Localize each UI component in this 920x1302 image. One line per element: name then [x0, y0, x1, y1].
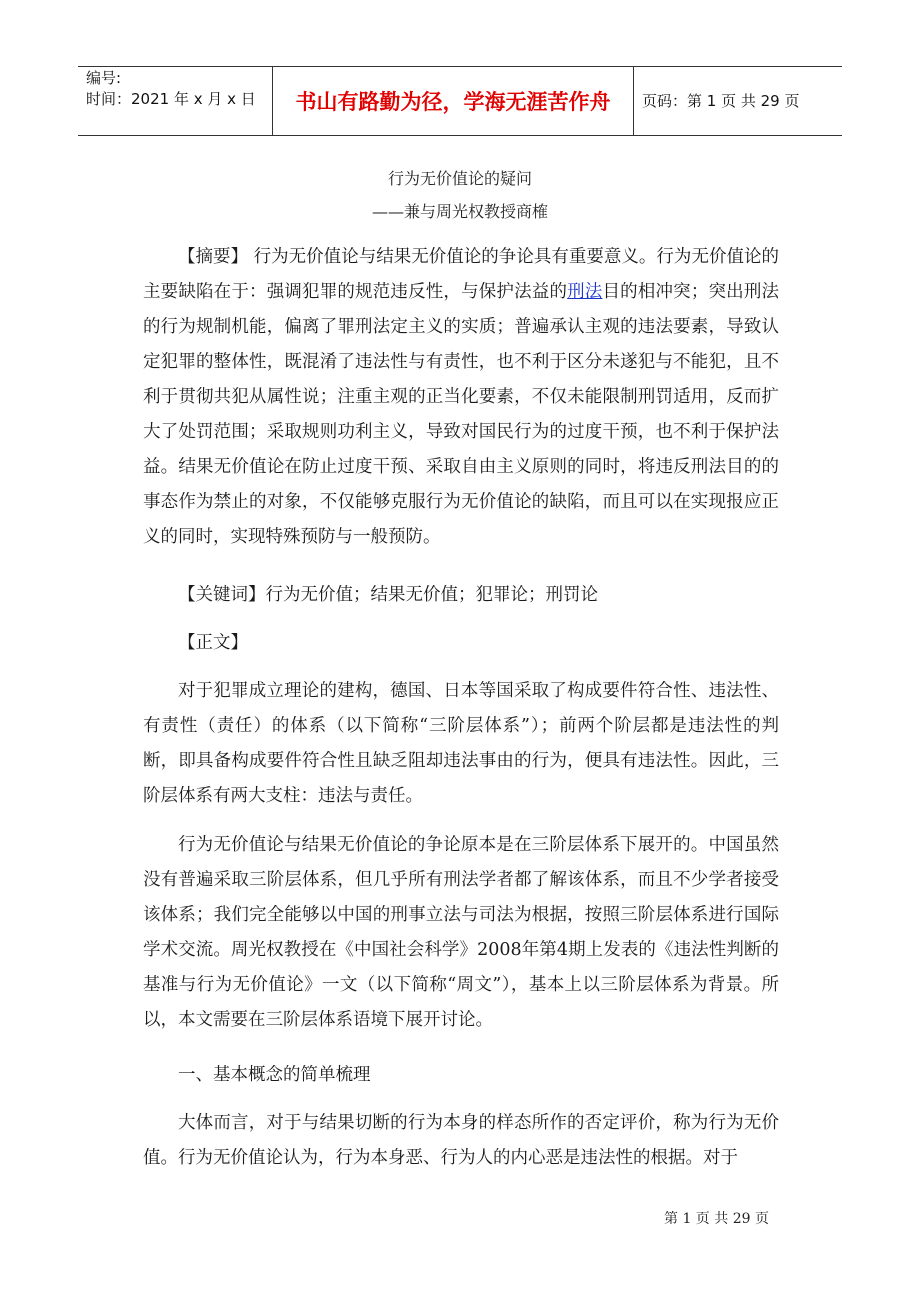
abstract-text-1: 【摘要】 行为无价值论与结果无价值论的争论具有重要意义。行为无价值论的主要缺陷在于：强调犯罪的规范违反性，与保护法益的 [143, 247, 779, 302]
header-page-label: 页码：第 1 页 共 29 页 [642, 92, 800, 110]
body-label: 【正文】 [178, 633, 248, 653]
header-motto: 书山有路勤为径，学海无涯苦作舟 [295, 89, 611, 114]
time-label: 时间：2021 年 x 月 x 日 [86, 90, 256, 108]
body-paragraph-1: 对于犯罪成立理论的建构，德国、日本等国采取了构成要件符合性、违法性、有责性（责任）的体系（以下简称“三阶层体系”）；前两个阶层都是违法性的判断，即具备构成要件符合性且缺乏阻却违法事由的行为，便具有违法性。因此，三阶层体系有两大支柱：违法与责任。 [143, 681, 779, 806]
document-subtitle: ——兼与周光权教授商榷 [371, 202, 548, 221]
abstract-text-2: 目的相冲突；突出刑法的行为规制机能，偏离了罪刑法定主义的实质；普遍承认主观的违法要素，导致认定犯罪的整体性，既混淆了违法性与有责性，也不利于区分未遂犯与不能犯，且不利于贯彻共犯从属性说；注重主观的正当化要素，不仅未能限制刑罚适用，反而扩大了处罚范围；采取规则功利主义，导致对国民行为的过度干预，也不利于保护法益。结果无价值论在防止过度干预、采取自由主义原则的同时，将违反刑法目的的事态作为禁止的对象，不仅能够克服行为无价值论的缺陷，而且可以在实现报应正义的同时，实现特殊预防与一般预防。 [143, 282, 780, 547]
keywords-line: 【关键词】行为无价值；结果无价值；犯罪论；刑罚论 [178, 585, 598, 605]
header-bottom-rule [78, 135, 842, 136]
page-footer: 第 1 页 共 29 页 [664, 1211, 769, 1227]
body-paragraph-2: 行为无价值论与结果无价值论的争论原本是在三阶层体系下展开的。中国虽然没有普遍采取三阶层体系，但几乎所有刑法学者都了解该体系，而且不少学者接受该体系；我们完全能够以中国的刑事立法与司法为根据，按照三阶层体系进行国际学术交流。周光权教授在《中国社会科学》2008年第4期上发表的《违法性判断的基准与行为无价值论》一文（以下简称“周文”），基本上以三阶层体系为背景。所以，本文需要在三阶层体系语境下展开讨论。 [143, 835, 779, 1030]
section-heading: 一、基本概念的简单梳理 [178, 1065, 371, 1085]
header-meta [86, 68, 272, 110]
number-label: 编号: [86, 69, 122, 87]
section-paragraph: 大体而言，对于与结果切断的行为本身的样态所作的否定评价，称为行为无价值。行为无价值论认为，行为本身恶、行为人的内心恶是违法性的根据。对于 [143, 1113, 779, 1168]
document-title: 行为无价值论的疑问 [387, 169, 532, 188]
criminal-law-link[interactable]: 刑法 [567, 282, 603, 302]
header-divider-right [633, 66, 634, 135]
abstract-paragraph [143, 240, 779, 555]
